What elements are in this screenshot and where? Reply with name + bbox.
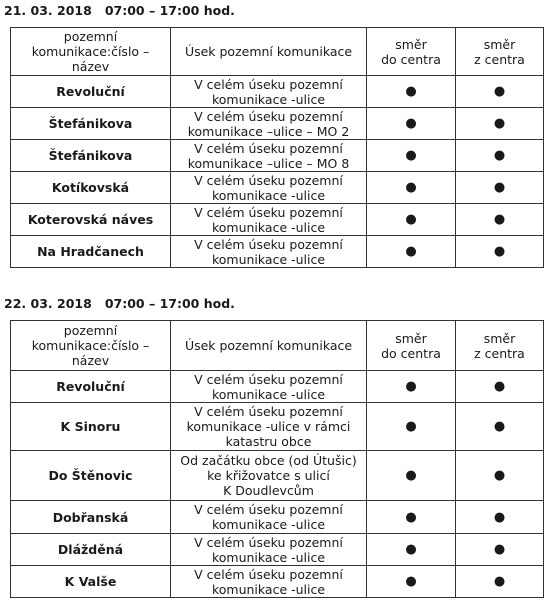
road-name: K Sinoru: [11, 403, 171, 451]
header-direction-to-center: směr do centra: [367, 28, 456, 76]
to-center-marker: ●: [367, 76, 456, 108]
from-center-marker: ●: [456, 451, 544, 501]
table-row: [11, 451, 544, 501]
header-segment: Úsek pozemní komunikace: [171, 321, 367, 371]
from-center-marker: ●: [456, 76, 544, 108]
to-center-marker: ●: [367, 501, 456, 534]
segment-description: V celém úseku pozemní komunikace -ulice: [171, 534, 367, 566]
to-center-marker: ●: [367, 108, 456, 140]
road-name: Dobřanská: [11, 501, 171, 534]
table-row: [11, 566, 544, 598]
header-direction-to-center: směr do centra: [367, 321, 456, 371]
road-name: Koterovská náves: [11, 204, 171, 236]
road-name: Dlážděná: [11, 534, 171, 566]
from-center-marker: ●: [456, 204, 544, 236]
table-row: [11, 172, 544, 204]
section-2-title: 22. 03. 2018 07:00 – 17:00 hod.: [4, 296, 235, 311]
section-1-title: 21. 03. 2018 07:00 – 17:00 hod.: [4, 3, 235, 18]
road-name: Kotíkovská: [11, 172, 171, 204]
segment-description: V celém úseku pozemní komunikace -ulice: [171, 371, 367, 403]
road-name: K Valše: [11, 566, 171, 598]
to-center-marker: ●: [367, 236, 456, 268]
header-direction-from-center: směr z centra: [456, 28, 544, 76]
segment-description: V celém úseku pozemní komunikace -ulice: [171, 566, 367, 598]
road-name: Štefánikova: [11, 108, 171, 140]
from-center-marker: ●: [456, 566, 544, 598]
to-center-marker: ●: [367, 403, 456, 451]
to-center-marker: ●: [367, 566, 456, 598]
table-row: [11, 108, 544, 140]
road-name: Do Štěnovic: [11, 451, 171, 501]
table-row: [11, 236, 544, 268]
header-road: pozemní komunikace:číslo – název: [11, 321, 171, 371]
header-direction-from-center: směr z centra: [456, 321, 544, 371]
from-center-marker: ●: [456, 108, 544, 140]
to-center-marker: ●: [367, 451, 456, 501]
table-header-row: [11, 321, 544, 371]
table-row: [11, 140, 544, 172]
segment-description: V celém úseku pozemní komunikace -ulice v rámci katastru obce: [171, 403, 367, 451]
table-row: [11, 501, 544, 534]
to-center-marker: ●: [367, 204, 456, 236]
segment-description: V celém úseku pozemní komunikace –ulice – MO 2: [171, 108, 367, 140]
table-row: [11, 371, 544, 403]
segment-description: V celém úseku pozemní komunikace -ulice: [171, 236, 367, 268]
from-center-marker: ●: [456, 501, 544, 534]
road-name: Na Hradčanech: [11, 236, 171, 268]
segment-description: V celém úseku pozemní komunikace -ulice: [171, 204, 367, 236]
road-name: Revoluční: [11, 371, 171, 403]
table-row: [11, 204, 544, 236]
closure-table-1: [10, 27, 544, 268]
to-center-marker: ●: [367, 140, 456, 172]
closure-table-2: [10, 320, 544, 598]
segment-description: V celém úseku pozemní komunikace -ulice: [171, 501, 367, 534]
to-center-marker: ●: [367, 371, 456, 403]
table-header-row: [11, 28, 544, 76]
segment-description: V celém úseku pozemní komunikace –ulice – MO 8: [171, 140, 367, 172]
from-center-marker: ●: [456, 172, 544, 204]
header-road: pozemní komunikace:číslo – název: [11, 28, 171, 76]
from-center-marker: ●: [456, 534, 544, 566]
from-center-marker: ●: [456, 371, 544, 403]
to-center-marker: ●: [367, 172, 456, 204]
road-name: Štefánikova: [11, 140, 171, 172]
table-row: [11, 403, 544, 451]
from-center-marker: ●: [456, 403, 544, 451]
to-center-marker: ●: [367, 534, 456, 566]
from-center-marker: ●: [456, 236, 544, 268]
segment-description: V celém úseku pozemní komunikace -ulice: [171, 172, 367, 204]
table-row: [11, 534, 544, 566]
road-name: Revoluční: [11, 76, 171, 108]
header-segment: Úsek pozemní komunikace: [171, 28, 367, 76]
segment-description: Od začátku obce (od Útušic) ke křižovatce s ulicí K Doudlevcům: [171, 451, 367, 501]
table-row: [11, 76, 544, 108]
segment-description: V celém úseku pozemní komunikace -ulice: [171, 76, 367, 108]
from-center-marker: ●: [456, 140, 544, 172]
